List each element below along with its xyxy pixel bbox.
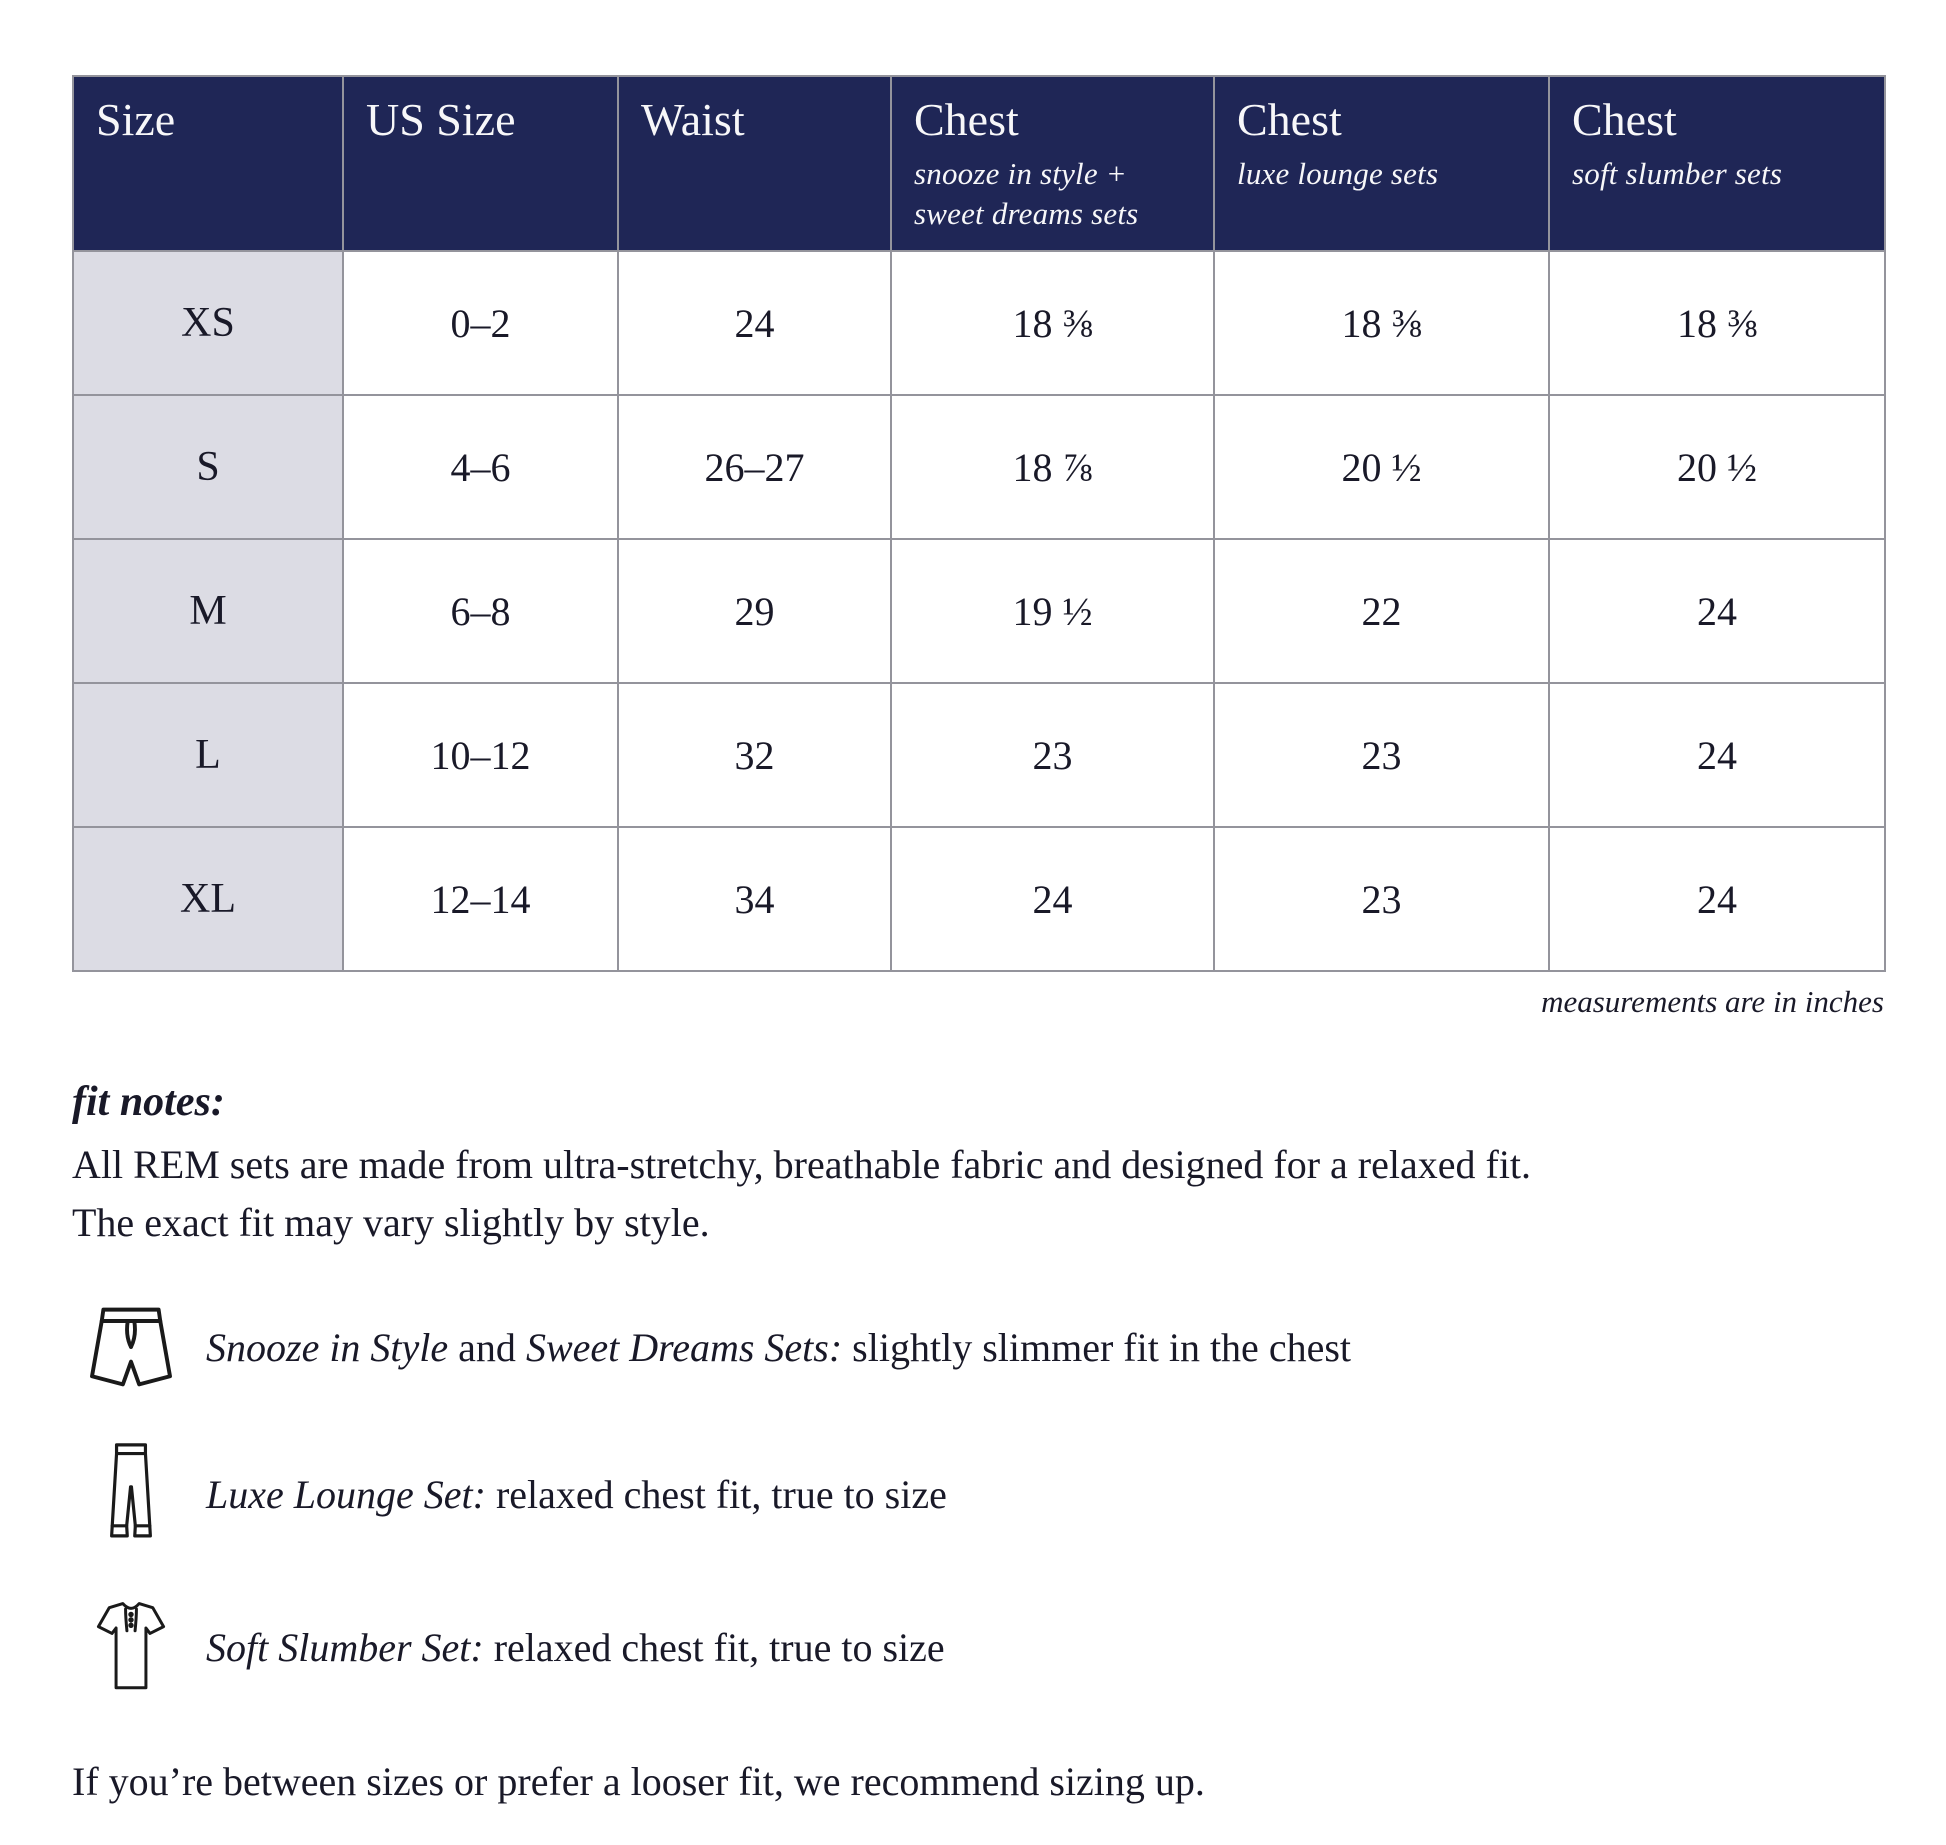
column-header-size: [73, 76, 343, 251]
column-header-subtitle: luxe lounge sets: [1237, 155, 1439, 191]
table-row-m: [73, 539, 1885, 683]
waist-cell: 26–27: [618, 395, 891, 539]
fit-notes-body-line2: The exact fit may vary slightly by style.: [72, 1200, 710, 1245]
tshirt-icon: [72, 1598, 190, 1696]
chest-slumber-cell: 18 ⅜: [1549, 251, 1885, 395]
fit-note-text: [206, 1471, 947, 1518]
table-row-l: [73, 683, 1885, 827]
note-plain-text: and: [448, 1324, 526, 1370]
table-row-s: [73, 395, 1885, 539]
chest-luxe-cell: 18 ⅜: [1214, 251, 1549, 395]
size-label-cell: M: [73, 539, 343, 683]
column-header-subtitle: soft slumber sets: [1572, 155, 1783, 191]
column-header-label: Chest: [1572, 94, 1677, 145]
fit-note-soft-slumber: [72, 1598, 1884, 1696]
us-size-cell: 4–6: [343, 395, 618, 539]
chest-luxe-cell: 23: [1214, 683, 1549, 827]
table-row-xl: [73, 827, 1885, 971]
column-header-chest-luxe: [1214, 76, 1549, 251]
fit-notes-heading: fit notes:: [72, 1079, 225, 1125]
column-header-waist: [618, 76, 891, 251]
chest-slumber-cell: 24: [1549, 683, 1885, 827]
column-header-us-size: [343, 76, 618, 251]
style-name: Luxe Lounge Set:: [206, 1471, 486, 1517]
shorts-icon: [72, 1304, 190, 1390]
column-header-chest-snooze: [891, 76, 1214, 251]
fit-note-snooze-sweet-dreams: [72, 1304, 1884, 1390]
style-name: Sweet Dreams Sets:: [525, 1324, 843, 1370]
fit-note-luxe-lounge: [72, 1442, 1884, 1546]
size-label-cell: XS: [73, 251, 343, 395]
table-row-xs: [73, 251, 1885, 395]
chest-snooze-cell: 23: [891, 683, 1214, 827]
us-size-cell: 6–8: [343, 539, 618, 683]
column-header-label: Chest: [914, 94, 1019, 145]
chest-slumber-cell: 24: [1549, 827, 1885, 971]
chest-snooze-cell: 19 ½: [891, 539, 1214, 683]
measurements-unit-note: measurements are in inches: [1541, 984, 1884, 1019]
column-header-chest-slumber: [1549, 76, 1885, 251]
size-label-cell: L: [73, 683, 343, 827]
size-label-cell: XL: [73, 827, 343, 971]
waist-cell: 34: [618, 827, 891, 971]
chest-slumber-cell: 24: [1549, 539, 1885, 683]
chest-slumber-cell: 20 ½: [1549, 395, 1885, 539]
column-header-label: US Size: [366, 94, 516, 145]
fit-notes-section: [72, 1078, 1884, 1805]
note-plain-text: relaxed chest fit, true to size: [483, 1624, 945, 1670]
fit-note-text: [206, 1624, 945, 1671]
sizing-advice-note: If you’re between sizes or prefer a looser fit, we recommend sizing up.: [72, 1759, 1205, 1804]
style-name: Soft Slumber Set:: [206, 1624, 484, 1670]
waist-cell: 24: [618, 251, 891, 395]
note-plain-text: slightly slimmer fit in the chest: [842, 1324, 1351, 1370]
chest-luxe-cell: 23: [1214, 827, 1549, 971]
chest-snooze-cell: 18 ⅜: [891, 251, 1214, 395]
table-header-row: [73, 76, 1885, 251]
note-plain-text: relaxed chest fit, true to size: [485, 1471, 947, 1517]
waist-cell: 32: [618, 683, 891, 827]
pants-icon: [72, 1442, 190, 1546]
chest-snooze-cell: 18 ⅞: [891, 395, 1214, 539]
column-header-label: Chest: [1237, 94, 1342, 145]
size-chart-table: [72, 75, 1886, 972]
chest-snooze-cell: 24: [891, 827, 1214, 971]
column-header-label: Waist: [641, 94, 745, 145]
waist-cell: 29: [618, 539, 891, 683]
column-header-label: Size: [96, 94, 176, 145]
size-label-cell: S: [73, 395, 343, 539]
chest-luxe-cell: 20 ½: [1214, 395, 1549, 539]
us-size-cell: 12–14: [343, 827, 618, 971]
us-size-cell: 0–2: [343, 251, 618, 395]
column-header-subtitle: snooze in style + sweet dreams sets: [914, 155, 1139, 231]
us-size-cell: 10–12: [343, 683, 618, 827]
fit-note-text: [206, 1324, 1351, 1371]
style-name: Snooze in Style: [206, 1324, 449, 1370]
chest-luxe-cell: 22: [1214, 539, 1549, 683]
fit-notes-body-line1: All REM sets are made from ultra-stretchy, breathable fabric and designed for a relaxed fit.: [72, 1142, 1532, 1187]
